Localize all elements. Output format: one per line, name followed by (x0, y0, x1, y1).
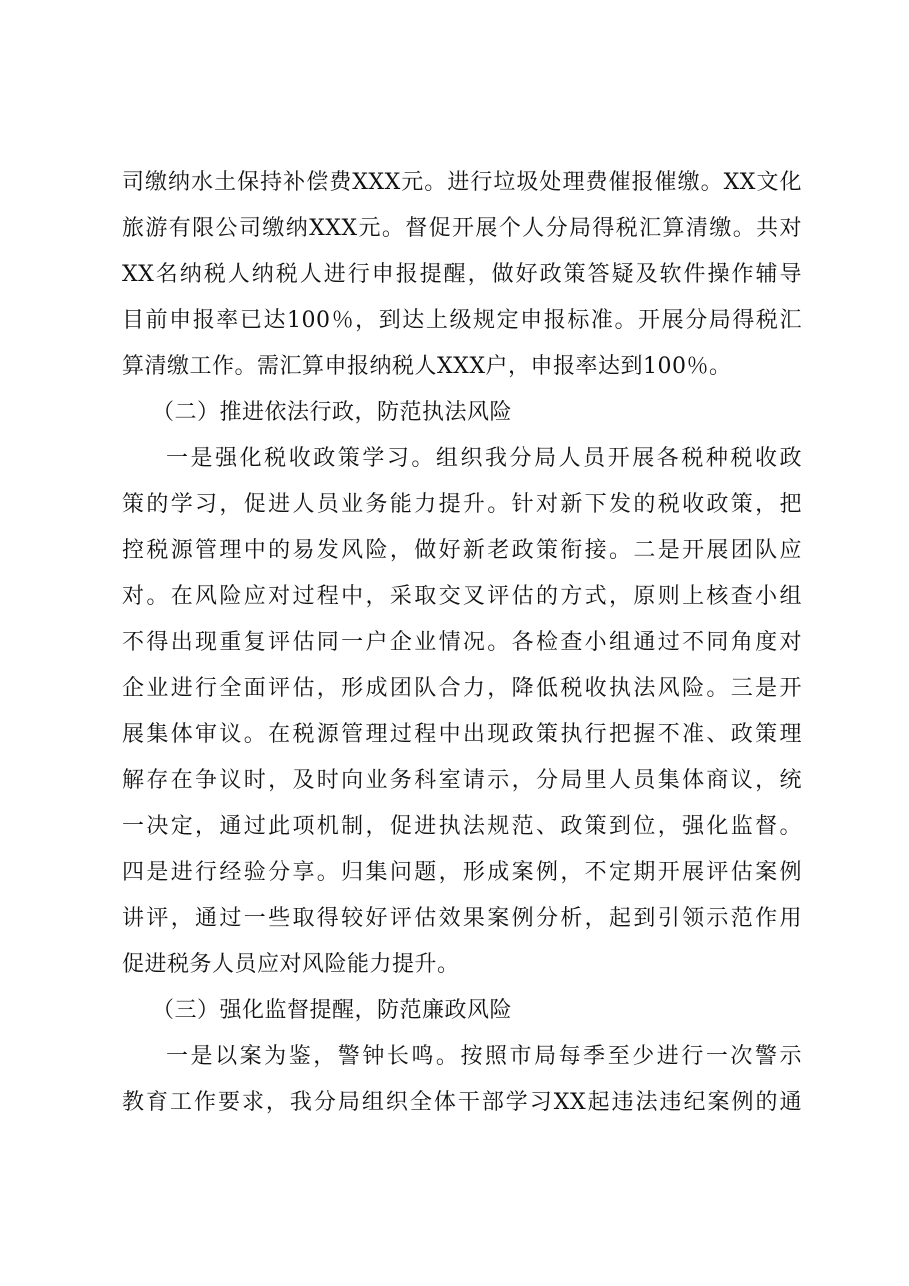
paragraph-2-line-6: 企业进行全面评估，形成团队合力，降低税收执法风险。三是开 (122, 676, 802, 701)
paragraph-2-line-12: 促进税务人员应对风险能力提升。 (122, 952, 460, 977)
paragraph-2-line-2: 策的学习，促进人员业务能力提升。针对新下发的税收政策，把 (122, 492, 802, 517)
paragraph-2-line-3: 控税源管理中的易发风险，做好新老政策衔接。二是开展团队应 (122, 538, 802, 563)
paragraph-1-line-3: XX名纳税人纳税人进行申报提醒，做好政策答疑及软件操作辅导 (122, 262, 802, 287)
section-heading-3: （三）强化监督提醒，防范廉政风险 (152, 998, 513, 1023)
paragraph-2-line-7: 展集体审议。在税源管理过程中出现政策执行把握不准、政策理 (122, 722, 802, 747)
paragraph-3-line-2: 教育工作要求，我分局组织全体干部学习XX起违法违纪案例的通 (122, 1090, 802, 1115)
paragraph-1-line-1: 司缴纳水土保持补偿费XXX元。进行垃圾处理费催报催缴。XX文化 (122, 170, 802, 195)
paragraph-2-line-9: 一决定，通过此项机制，促进执法规范、政策到位，强化监督。 (122, 814, 802, 839)
paragraph-1-line-2: 旅游有限公司缴纳XXX元。督促开展个人分局得税汇算清缴。共对 (122, 216, 802, 241)
paragraph-2-line-4: 对。在风险应对过程中，采取交叉评估的方式，原则上核查小组 (122, 584, 802, 609)
section-heading-2: （二）推进依法行政，防范执法风险 (152, 400, 513, 425)
paragraph-3-line-1: 一是以案为鉴，警钟长鸣。按照市局每季至少进行一次警示 (166, 1044, 802, 1069)
paragraph-2-line-10: 四是进行经验分享。归集问题，形成案例，不定期开展评估案例 (122, 860, 802, 885)
paragraph-1-line-5: 算清缴工作。需汇算申报纳税人XXX户，申报率达到100％。 (122, 354, 732, 379)
paragraph-2-line-1: 一是强化税收政策学习。组织我分局人员开展各税种税收政 (166, 446, 802, 471)
paragraph-2-line-11: 讲评，通过一些取得较好评估效果案例分析，起到引领示范作用 (122, 906, 802, 931)
paragraph-2-line-8: 解存在争议时，及时向业务科室请示，分局里人员集体商议，统 (122, 768, 802, 793)
paragraph-2-line-5: 不得出现重复评估同一户企业情况。各检查小组通过不同角度对 (122, 630, 802, 655)
paragraph-1-line-4: 目前申报率已达100％，到达上级规定申报标准。开展分局得税汇 (122, 308, 802, 333)
